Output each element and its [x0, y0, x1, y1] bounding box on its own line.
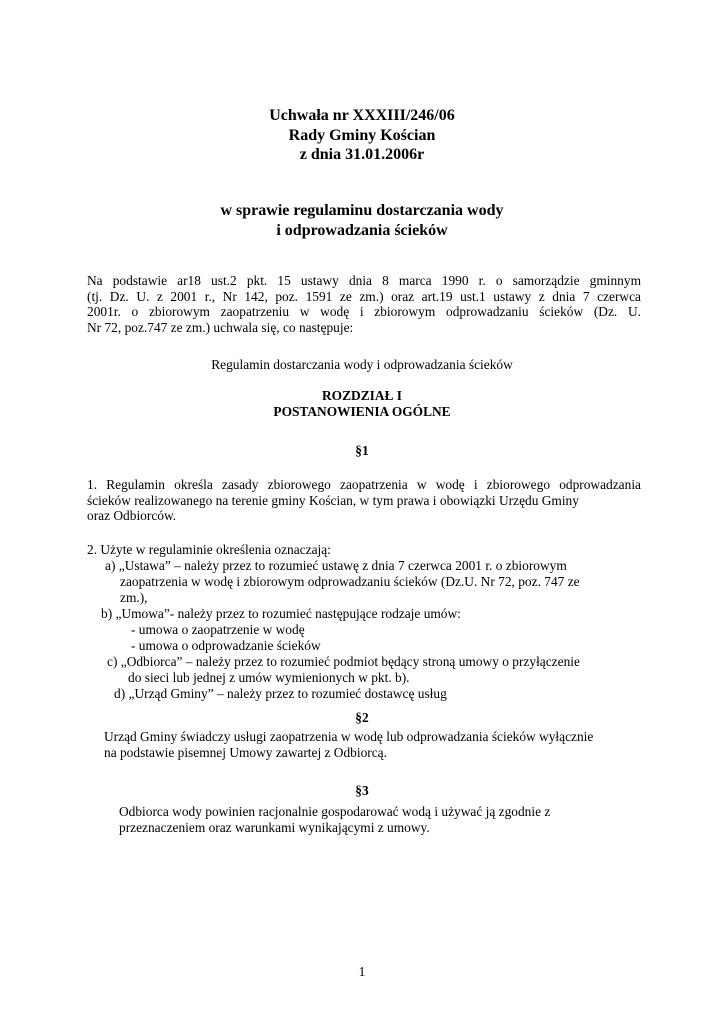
section-2-line-1: Urząd Gminy świadczy usługi zaopatrzenia w wodę lub odprowadzania ścieków wyłącznie — [104, 729, 594, 744]
subject-line-2: i odprowadzania ścieków — [276, 221, 448, 239]
definition-b-item-2: - umowa o odprowadzanie ścieków — [131, 638, 321, 653]
section-3-symbol: §3 — [355, 783, 369, 798]
council-name: Rady Gminy Kościan — [288, 126, 436, 144]
preamble-line: Na podstawie ar18 ust.2 pkt. 15 ustawy dnia 8 marca 1990 r. o samorządzie gminnym — [87, 273, 641, 288]
subject-line-1: w sprawie regulaminu dostarczania wody — [220, 202, 504, 219]
chapter-number: ROZDZIAŁ I — [322, 388, 402, 403]
section-1-paragraph-2-intro: 2. Użyte w regulaminie określenia oznaczają: — [87, 542, 331, 557]
section-3-line-1: Odbiorca wody powinien racjonalnie gospodarować wodą i używać ją zgodnie z — [119, 804, 551, 819]
preamble-line: Nr 72, poz.747 ze zm.) uchwala się, co następuje: — [87, 319, 354, 335]
resolution-subject — [0, 201, 724, 240]
preamble-line: 2001r. o zbiorowym zaopatrzeniu w wodę i zbiorowym odprowadzaniu ścieków (Dz. U. — [87, 304, 641, 320]
page-number: 1 — [358, 964, 366, 979]
definition-c-line-2: do sieci lub jednej z umów wymienionych w pkt. b). — [128, 670, 410, 685]
paragraph-line: 1. Regulamin określa zasady zbiorowego zaopatrzenia w wodę i zbiorowego odprowadzania — [87, 477, 641, 492]
resolution-title — [0, 106, 724, 165]
preamble — [87, 273, 641, 335]
definition-a-line-1: a) „Ustawa” – należy przez to rozumieć ustawę z dnia 7 czerwca 2001 r. o zbiorowym — [105, 558, 567, 573]
paragraph-line: ścieków realizowanego na terenie gminy Kościan, w tym prawa i obowiązki Urzędu Gminy — [87, 492, 579, 508]
section-1-paragraph-1 — [87, 477, 641, 524]
section-2-symbol: §2 — [355, 710, 369, 725]
resolution-date: z dnia 31.01.2006r — [299, 146, 425, 163]
resolution-number: Uchwała nr XXXIII/246/06 — [269, 107, 455, 124]
definition-d-line-1: d) „Urząd Gminy” – należy przez to rozumieć dostawcę usług — [114, 686, 447, 701]
definition-a-line-3: zm.), — [120, 590, 148, 605]
definition-a-line-2: zaopatrzenia w wodę i zbiorowym odprowadzaniu ścieków (Dz.U. Nr 72, poz. 747 ze — [120, 574, 580, 589]
regulation-title: Regulamin dostarczania wody i odprowadzania ścieków — [211, 357, 513, 372]
section-3-line-2: przeznaczeniem oraz warunkami wynikającymi z umowy. — [119, 820, 430, 835]
paragraph-line: oraz Odbiorców. — [87, 508, 177, 524]
section-1-symbol: §1 — [355, 443, 369, 458]
definition-b-item-1: - umowa o zaopatrzenie w wodę — [131, 622, 305, 637]
chapter-name: POSTANOWIENIA OGÓLNE — [273, 404, 451, 419]
section-2-line-2: na podstawie pisemnej Umowy zawartej z Odbiorcą. — [104, 745, 387, 760]
preamble-line: (tj. Dz. U. z 2001 r., Nr 142, poz. 1591 ze zm.) oraz art.19 ust.1 ustawy z dnia 7 czerwca — [87, 288, 641, 304]
definition-b-line-1: b) „Umowa”- należy przez to rozumieć następujące rodzaje umów: — [101, 606, 461, 621]
definition-c-line-1: c) „Odbiorca” – należy przez to rozumieć podmiot będący stroną umowy o przyłączenie — [107, 654, 580, 669]
